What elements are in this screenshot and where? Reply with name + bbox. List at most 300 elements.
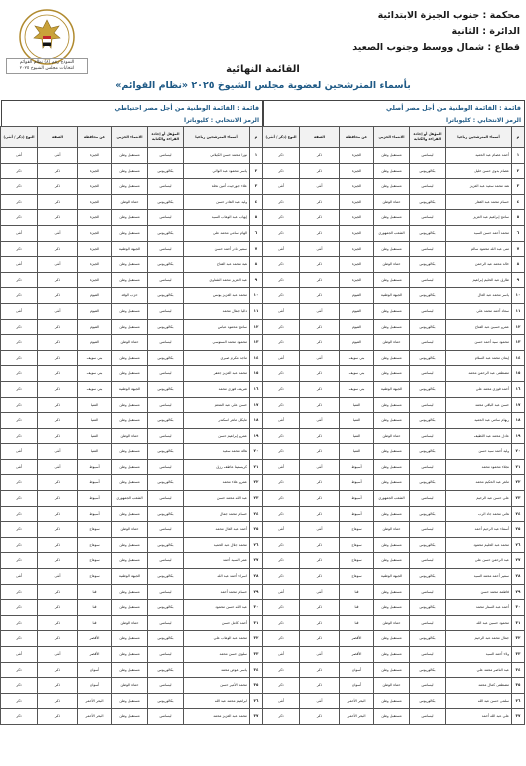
- row-number: ٩: [512, 272, 525, 288]
- governorate: قنا: [340, 584, 374, 600]
- party: مستقبل وطن: [112, 693, 148, 709]
- candidate-name: محمد عبد الوهاب علي: [184, 631, 250, 647]
- candidate-name: علاء جورجيت أمين نخلة: [184, 179, 250, 195]
- row-number: ٢٨: [250, 569, 263, 585]
- table-row: [1, 600, 263, 616]
- party: مستقبل وطن: [374, 413, 410, 429]
- table-row: [1, 381, 263, 397]
- party: حماة الوطن: [374, 335, 410, 351]
- governorate: سوهاج: [340, 522, 374, 538]
- gender: ذكر: [1, 381, 38, 397]
- row-number: ٢٣: [250, 491, 263, 507]
- candidate-name: أحمد عصام عبد الحميد: [446, 148, 512, 164]
- governorate: الجيزة: [78, 241, 112, 257]
- gender: أنثى: [263, 303, 300, 319]
- qualification: ليسانس: [410, 303, 446, 319]
- party: الجبهة الوطنية: [374, 381, 410, 397]
- table-row: [1, 584, 263, 600]
- party: مستقبل وطن: [112, 179, 148, 195]
- row-number: ٣٢: [512, 631, 525, 647]
- table-row: [1, 491, 263, 507]
- party: حماة الوطن: [112, 678, 148, 694]
- gender: ذكر: [263, 491, 300, 507]
- table-row: [1, 522, 263, 538]
- party: مستقبل وطن: [112, 397, 148, 413]
- candidate-name: مايكل ماهر اسكندر: [184, 413, 250, 429]
- row-number: ٢٢: [250, 475, 263, 491]
- col-governorate: عن محافظة: [78, 127, 112, 148]
- governorate: قنا: [340, 615, 374, 631]
- row-number: ٣٠: [512, 600, 525, 616]
- qualification: بكالوريوس: [410, 569, 446, 585]
- main-list-panel: [263, 100, 525, 760]
- qualification: ليسانس: [148, 584, 184, 600]
- table-row: [263, 584, 525, 600]
- party: مستقبل وطن: [374, 662, 410, 678]
- category: ذكر: [300, 678, 340, 694]
- qualification: بكالوريوس: [148, 163, 184, 179]
- party: مستقبل وطن: [112, 553, 148, 569]
- candidate-name: ولاء أحمد السيد: [446, 647, 512, 663]
- qualification: بكالوريوس: [148, 600, 184, 616]
- qualification: بكالوريوس: [148, 506, 184, 522]
- gender: ذكر: [263, 678, 300, 694]
- row-number: ٣: [250, 179, 263, 195]
- gender: ذكر: [1, 179, 38, 195]
- qualification: بكالوريوس: [148, 537, 184, 553]
- category: ذكر: [300, 709, 340, 725]
- category: ذكر: [38, 272, 78, 288]
- category: ذكر: [38, 179, 78, 195]
- row-number: ٧: [512, 241, 525, 257]
- gender: أنثى: [1, 303, 38, 319]
- table-row: [1, 475, 263, 491]
- gender: ذكر: [1, 241, 38, 257]
- category: ذكر: [300, 163, 340, 179]
- party: مستقبل وطن: [112, 210, 148, 226]
- document-header: [0, 0, 526, 110]
- category: ذكر: [38, 210, 78, 226]
- candidate-name: نورا محمد حسن الكيلاني: [184, 148, 250, 164]
- row-number: ١٠: [250, 288, 263, 304]
- governorate: أسيوط: [340, 459, 374, 475]
- table-row: [1, 662, 263, 678]
- candidate-name: عبد الله حسن محمود: [184, 600, 250, 616]
- candidate-name: الهام سامي محمد علي: [184, 225, 250, 241]
- party: مستقبل وطن: [374, 272, 410, 288]
- row-number: ٣٧: [512, 709, 525, 725]
- qualification: ليسانس: [148, 210, 184, 226]
- party: مستقبل وطن: [112, 631, 148, 647]
- party: الشعب الجمهوري: [374, 225, 410, 241]
- category: أنثى: [38, 444, 78, 460]
- governorate: الجيزة: [78, 148, 112, 164]
- category: ذكر: [38, 553, 78, 569]
- qualification: بكالوريوس: [410, 631, 446, 647]
- candidate-name: محمود سيد أحمد حسن: [446, 335, 512, 351]
- category: ذكر: [38, 428, 78, 444]
- candidate-name: عمرو إبراهيم حسن: [184, 428, 250, 444]
- gender: ذكر: [1, 553, 38, 569]
- qualification: ليسانس: [410, 522, 446, 538]
- row-number: ٨: [250, 257, 263, 273]
- table-row: [1, 257, 263, 273]
- governorate: الفيوم: [78, 303, 112, 319]
- candidate-name: سعاد أحمد محمد علي: [446, 303, 512, 319]
- row-number: ٤: [512, 194, 525, 210]
- party: مستقبل وطن: [112, 319, 148, 335]
- candidate-name: محمود حسين عبد الله: [446, 615, 512, 631]
- category: ذكر: [300, 631, 340, 647]
- candidate-name: ياسر محمد عبد العال: [446, 288, 512, 304]
- row-number: ١٢: [250, 319, 263, 335]
- category: أنثى: [38, 148, 78, 164]
- qualification: ليسانس: [410, 615, 446, 631]
- table-row: [1, 272, 263, 288]
- table-row: [1, 350, 263, 366]
- qualification: ليسانس: [148, 459, 184, 475]
- col-gender: النوع (ذكر / أنثى): [263, 127, 300, 148]
- candidate-name: محمد أحمد حسن السيد: [446, 225, 512, 241]
- qualification: ليسانس: [410, 272, 446, 288]
- governorate: سوهاج: [78, 569, 112, 585]
- governorate: سوهاج: [340, 553, 374, 569]
- candidate-name: ياسر عوض محمد: [184, 662, 250, 678]
- candidate-name: ياسر محمود عبد الوالي: [184, 163, 250, 179]
- governorate: بني سويف: [340, 350, 374, 366]
- governorate: أسوان: [78, 662, 112, 678]
- row-number: ٣٠: [250, 600, 263, 616]
- candidate-name: عمرو حسين عبد الفتاح: [446, 319, 512, 335]
- qualification: ليسانس: [410, 709, 446, 725]
- table-row: [263, 210, 525, 226]
- table-row: [263, 600, 525, 616]
- qualification: ليسانس: [410, 148, 446, 164]
- candidate-name: منى عبد الله محمود سالم: [446, 241, 512, 257]
- table-row: [263, 444, 525, 460]
- party: مستقبل وطن: [112, 647, 148, 663]
- party: مستقبل وطن: [112, 366, 148, 382]
- category: ذكر: [38, 631, 78, 647]
- party: مستقبل وطن: [374, 397, 410, 413]
- governorate: الجيزة: [340, 257, 374, 273]
- party: مستقبل وطن: [374, 537, 410, 553]
- table-row: [263, 569, 525, 585]
- governorate: المنيا: [340, 413, 374, 429]
- document-title: القائمة النهائية: [226, 64, 300, 75]
- qualification: بكالوريوس: [148, 693, 184, 709]
- governorate: سوهاج: [340, 569, 374, 585]
- table-row: [1, 366, 263, 382]
- category: ذكر: [300, 444, 340, 460]
- qualification: ليسانس: [410, 335, 446, 351]
- party: مستقبل وطن: [374, 506, 410, 522]
- category: ذكر: [300, 397, 340, 413]
- party: حماة الوطن: [112, 335, 148, 351]
- table-row: [1, 413, 263, 429]
- party: مستقبل وطن: [374, 350, 410, 366]
- row-number: ٢٥: [512, 522, 525, 538]
- row-number: ٩: [250, 272, 263, 288]
- reserve-candidates-table: [0, 126, 263, 725]
- category: أنثى: [38, 303, 78, 319]
- governorate: الفيوم: [78, 288, 112, 304]
- form-caption-line2: انتخابات مجلس الشيوخ ٢٠٢٥: [19, 66, 75, 71]
- table-row: [263, 615, 525, 631]
- gender: أنثى: [1, 148, 38, 164]
- qualification: بكالوريوس: [148, 319, 184, 335]
- row-number: ١٥: [250, 366, 263, 382]
- party: مستقبل وطن: [112, 413, 148, 429]
- category: ذكر: [38, 413, 78, 429]
- table-row: [263, 272, 525, 288]
- party: حماة الوطن: [374, 257, 410, 273]
- gender: ذكر: [1, 662, 38, 678]
- gender: ذكر: [263, 257, 300, 273]
- reserve-list-panel: [1, 100, 263, 760]
- category: ذكر: [38, 366, 78, 382]
- qualification: بكالوريوس: [410, 475, 446, 491]
- governorate: أسيوط: [78, 459, 112, 475]
- table-row: [263, 506, 525, 522]
- row-number: ٢٨: [512, 569, 525, 585]
- qualification: ليسانس: [148, 241, 184, 257]
- gender: أنثى: [1, 444, 38, 460]
- row-number: ٢٢: [512, 475, 525, 491]
- candidate-name: محمود محمد السنوسي: [184, 335, 250, 351]
- table-row: [263, 381, 525, 397]
- candidate-name: جمال محمد عبد الرحيم: [446, 631, 512, 647]
- gender: ذكر: [1, 693, 38, 709]
- gender: ذكر: [263, 194, 300, 210]
- table-header-row: [263, 127, 525, 148]
- category: أنثى: [300, 413, 340, 429]
- qualification: بكالوريوس: [148, 381, 184, 397]
- gender: أنثى: [263, 179, 300, 195]
- gender: أنثى: [263, 647, 300, 663]
- table-row: [263, 475, 525, 491]
- row-number: ٢٤: [512, 506, 525, 522]
- district-name: الدائرة : الثانية: [451, 26, 520, 37]
- qualification: ليسانس: [148, 397, 184, 413]
- gender: ذكر: [1, 288, 38, 304]
- party: مستقبل وطن: [374, 647, 410, 663]
- candidate-name: أحمد كامل حسن: [184, 615, 250, 631]
- category: أنثى: [38, 459, 78, 475]
- row-number: ٧: [250, 241, 263, 257]
- form-caption-line1: النموذج رقم (٨) نظام القوائم: [19, 60, 75, 65]
- qualification: ليسانس: [410, 459, 446, 475]
- qualification: ليسانس: [148, 491, 184, 507]
- gender: ذكر: [263, 288, 300, 304]
- party: مستقبل وطن: [374, 631, 410, 647]
- col-qualification: المؤهل أو إجادة القراءة والكتابة: [148, 127, 184, 148]
- table-row: [263, 288, 525, 304]
- table-row: [1, 241, 263, 257]
- party: مستقبل وطن: [374, 303, 410, 319]
- party: حماة الوطن: [112, 428, 148, 444]
- party: مستقبل وطن: [374, 163, 410, 179]
- candidate-name: علي حسن عبد الرحيم: [446, 491, 512, 507]
- governorate: الجيزة: [78, 210, 112, 226]
- gender: ذكر: [1, 319, 38, 335]
- row-number: ٥: [512, 210, 525, 226]
- governorate: أسيوط: [340, 491, 374, 507]
- qualification: ليسانس: [410, 678, 446, 694]
- category: ذكر: [38, 709, 78, 725]
- col-num: م: [250, 127, 263, 148]
- qualification: ليسانس: [410, 241, 446, 257]
- category: ذكر: [300, 335, 340, 351]
- qualification: ليسانس: [410, 397, 446, 413]
- row-number: ٣: [512, 179, 525, 195]
- candidate-name: وليد أحمد سيد حسن: [446, 444, 512, 460]
- party: مستقبل وطن: [374, 241, 410, 257]
- governorate: قنا: [78, 584, 112, 600]
- party: الجبهة الوطنية: [374, 288, 410, 304]
- governorate: الفيوم: [340, 303, 374, 319]
- gender: ذكر: [263, 662, 300, 678]
- gender: ذكر: [1, 584, 38, 600]
- candidate-name: أحمد عبد الستار محمد: [446, 600, 512, 616]
- candidate-name: أحمد عبد العال محمد: [184, 522, 250, 538]
- category: أنثى: [300, 522, 340, 538]
- candidate-name: خالد محمد عبد الرحمن: [446, 257, 512, 273]
- candidate-name: ماهر عبد الحكيم محمد: [446, 475, 512, 491]
- qualification: بكالوريوس: [410, 350, 446, 366]
- gender: ذكر: [1, 272, 38, 288]
- category: أنثى: [300, 241, 340, 257]
- qualification: ليسانس: [410, 428, 446, 444]
- row-number: ١٤: [512, 350, 525, 366]
- party: الجبهة الوطنية: [374, 569, 410, 585]
- candidate-name: عبد الناصر محمد علي: [446, 662, 512, 678]
- party: حماة الوطن: [112, 194, 148, 210]
- category: ذكر: [300, 569, 340, 585]
- table-row: [1, 631, 263, 647]
- category: أنثى: [300, 647, 340, 663]
- table-row: [1, 506, 263, 522]
- table-row: [1, 335, 263, 351]
- category: ذكر: [300, 194, 340, 210]
- table-row: [263, 179, 525, 195]
- row-number: ١: [250, 148, 263, 164]
- category: ذكر: [38, 288, 78, 304]
- gender: ذكر: [1, 475, 38, 491]
- category: ذكر: [38, 194, 78, 210]
- governorate: بني سويف: [78, 381, 112, 397]
- row-number: ٣٣: [512, 647, 525, 663]
- qualification: بكالوريوس: [410, 288, 446, 304]
- candidate-name: ماجد مكرم صبري: [184, 350, 250, 366]
- category: ذكر: [300, 148, 340, 164]
- gender: ذكر: [1, 428, 38, 444]
- governorate: بني سويف: [78, 350, 112, 366]
- table-row: [1, 303, 263, 319]
- qualification: ليسانس: [148, 522, 184, 538]
- table-row: [263, 709, 525, 725]
- governorate: بني سويف: [340, 366, 374, 382]
- table-row: [263, 662, 525, 678]
- category: ذكر: [300, 288, 340, 304]
- governorate: البحر الأحمر: [78, 709, 112, 725]
- gender: ذكر: [263, 428, 300, 444]
- party: مستقبل وطن: [112, 444, 148, 460]
- gender: أنثى: [263, 693, 300, 709]
- col-gender: النوع (ذكر / أنثى): [1, 127, 38, 148]
- governorate: المنيا: [340, 428, 374, 444]
- candidate-name: عمرو علاء محمد: [184, 475, 250, 491]
- category: ذكر: [38, 335, 78, 351]
- governorate: الأقصر: [78, 631, 112, 647]
- party: مستقبل وطن: [112, 662, 148, 678]
- party: مستقبل وطن: [112, 303, 148, 319]
- candidate-name: سمير نادر أحمد حسن: [184, 241, 250, 257]
- party: مستقبل وطن: [374, 179, 410, 195]
- governorate: الفيوم: [340, 288, 374, 304]
- gender: ذكر: [263, 615, 300, 631]
- qualification: بكالوريوس: [410, 381, 446, 397]
- candidate-name: عادل محمد عبد اللطيف: [446, 428, 512, 444]
- row-number: ١٤: [250, 350, 263, 366]
- table-row: [1, 444, 263, 460]
- category: أنثى: [38, 225, 78, 241]
- qualification: بكالوريوس: [410, 693, 446, 709]
- category: أنثى: [38, 647, 78, 663]
- table-row: [1, 678, 263, 694]
- row-number: ٢: [250, 163, 263, 179]
- row-number: ٣١: [512, 615, 525, 631]
- qualification: ليسانس: [410, 553, 446, 569]
- gender: ذكر: [1, 366, 38, 382]
- table-row: [1, 163, 263, 179]
- candidate-name: محمد جلال عبد الحميد: [184, 537, 250, 553]
- table-row: [263, 678, 525, 694]
- table-row: [263, 459, 525, 475]
- table-row: [263, 241, 525, 257]
- candidate-name: سمير أحمد محمد السيد: [446, 569, 512, 585]
- qualification: بكالوريوس: [148, 475, 184, 491]
- gender: ذكر: [263, 569, 300, 585]
- table-row: [263, 148, 525, 164]
- table-row: [263, 428, 525, 444]
- governorate: المنيا: [78, 444, 112, 460]
- gender: ذكر: [263, 381, 300, 397]
- qualification: ليسانس: [148, 615, 184, 631]
- party: الجبهة الوطنية: [112, 569, 148, 585]
- governorate: الفيوم: [340, 335, 374, 351]
- category: ذكر: [38, 537, 78, 553]
- court-name: محكمة : جنوب الجيزة الابتدائية: [377, 10, 520, 21]
- governorate: أسيوط: [340, 475, 374, 491]
- category: ذكر: [38, 381, 78, 397]
- table-row: [263, 397, 525, 413]
- gender: ذكر: [1, 194, 38, 210]
- category: ذكر: [38, 662, 78, 678]
- governorate: المنيا: [340, 444, 374, 460]
- candidate-name: حسام محمد عبد الغفار: [446, 194, 512, 210]
- candidate-name: هالة محمد سعيد: [184, 444, 250, 460]
- party: حماة الوطن: [374, 678, 410, 694]
- gender: أنثى: [263, 522, 300, 538]
- gender: ذكر: [1, 522, 38, 538]
- candidate-name: سلمى حسن عبد الله: [446, 693, 512, 709]
- table-row: [1, 148, 263, 164]
- row-number: ٢٥: [250, 522, 263, 538]
- candidate-name: طارق عبد الحليم إبراهيم: [446, 272, 512, 288]
- gender: ذكر: [1, 631, 38, 647]
- document-subtitle: بأسماء المترشحين لعضوية مجلس الشيوخ ٢٠٢٥ «نظام القوائم»: [115, 80, 411, 91]
